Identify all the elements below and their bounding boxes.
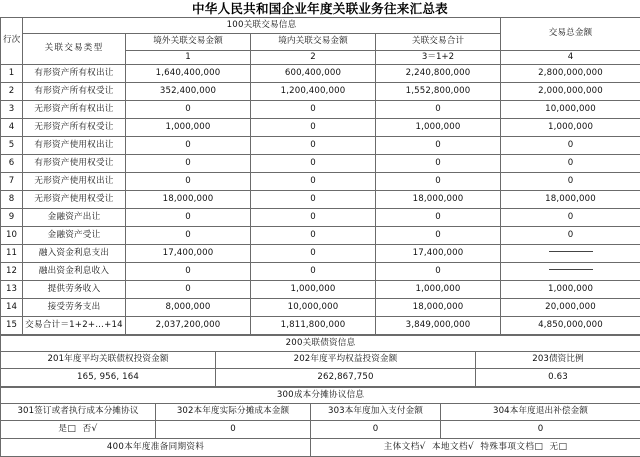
cell-overseas-amount[interactable]: 1,640,400,000 <box>126 65 251 83</box>
row-label: 融入资金利息支出 <box>23 245 126 263</box>
row-number: 15 <box>1 317 23 335</box>
value-exit-compensation[interactable]: 0 <box>441 421 640 439</box>
table-row <box>1 137 640 155</box>
cell-overseas-amount[interactable]: 0 <box>126 137 251 155</box>
cell-overseas-amount[interactable]: 18,000,000 <box>126 191 251 209</box>
section-200-value-row <box>1 369 640 387</box>
table-row <box>1 119 640 137</box>
cell-overseas-amount[interactable]: 0 <box>126 209 251 227</box>
cell-domestic-amount[interactable]: 1,200,400,000 <box>251 83 376 101</box>
table-row <box>1 155 640 173</box>
cell-transaction-subtotal[interactable]: 0 <box>376 227 501 245</box>
cell-overseas-amount[interactable]: 0 <box>126 155 251 173</box>
header-avg-equity-investment: 202年度平均权益投资金额 <box>216 352 476 369</box>
signed-yes-label: 是 <box>58 424 67 434</box>
table-row <box>1 101 640 119</box>
cell-domestic-amount[interactable]: 0 <box>251 119 376 137</box>
value-debt-equity-ratio[interactable]: 0.63 <box>476 369 640 387</box>
cell-transaction-subtotal[interactable]: 1,000,000 <box>376 281 501 299</box>
row-label: 融出资金利息收入 <box>23 263 126 281</box>
cell-total-amount[interactable]: 0 <box>501 209 640 227</box>
cell-total-amount[interactable]: 0 <box>501 227 640 245</box>
cell-transaction-subtotal[interactable]: 0 <box>376 209 501 227</box>
row-label: 有形资产所有权受让 <box>23 83 126 101</box>
cell-domestic-amount[interactable]: 0 <box>251 245 376 263</box>
row-number: 6 <box>1 155 23 173</box>
section-200-band-row <box>1 336 640 352</box>
header-domestic-amount: 境内关联交易金额 <box>251 34 376 51</box>
cell-domestic-amount[interactable]: 0 <box>251 101 376 119</box>
signed-or-executed-choice[interactable] <box>1 421 156 439</box>
signed-yes-checkbox[interactable]: □ <box>67 424 76 434</box>
section-400-label: 400本年度准备同期资料 <box>1 439 311 457</box>
section-400-option-checkbox[interactable]: √ <box>468 442 474 452</box>
section-400-option-checkbox[interactable]: √ <box>420 442 426 452</box>
section-300-value-row <box>1 421 640 439</box>
row-number: 8 <box>1 191 23 209</box>
cell-total-amount[interactable]: 20,000,000 <box>501 299 640 317</box>
row-number: 7 <box>1 173 23 191</box>
section-300-header-row <box>1 404 640 421</box>
cell-transaction-subtotal[interactable]: 18,000,000 <box>376 299 501 317</box>
section-300-table <box>0 387 640 457</box>
cell-domestic-amount[interactable]: 0 <box>251 209 376 227</box>
section-200-table <box>0 335 640 387</box>
header-signed-or-executed: 301签订或者执行成本分摊协议 <box>1 404 156 421</box>
row-number: 12 <box>1 263 23 281</box>
section-100-row-container <box>1 65 640 335</box>
table-row <box>1 317 640 335</box>
section-300-band-label: 300成本分摊协议信息 <box>1 388 640 404</box>
value-join-payment[interactable]: 0 <box>311 421 441 439</box>
not-applicable-dash <box>549 269 593 270</box>
section-100-band-row <box>1 18 640 34</box>
section-400-option-label: 主体文档 <box>384 442 420 452</box>
header-row-no: 行次 <box>1 18 23 65</box>
cell-transaction-subtotal[interactable]: 0 <box>376 173 501 191</box>
cell-transaction-subtotal[interactable]: 0 <box>376 101 501 119</box>
cell-domestic-amount[interactable]: 0 <box>251 227 376 245</box>
not-applicable-dash <box>549 251 593 252</box>
cell-total-amount[interactable] <box>501 245 640 263</box>
value-actual-shared-cost[interactable]: 0 <box>156 421 311 439</box>
cell-domestic-amount[interactable]: 1,811,800,000 <box>251 317 376 335</box>
row-number: 14 <box>1 299 23 317</box>
section-400-option-checkbox[interactable]: □ <box>534 442 543 452</box>
row-label: 交易合计＝1+2+…+14 <box>23 317 126 335</box>
row-number: 11 <box>1 245 23 263</box>
cell-total-amount[interactable]: 0 <box>501 137 640 155</box>
row-label: 无形资产使用权出让 <box>23 173 126 191</box>
cell-total-amount[interactable]: 0 <box>501 155 640 173</box>
cell-total-amount[interactable] <box>501 263 640 281</box>
cell-domestic-amount[interactable]: 0 <box>251 137 376 155</box>
table-row <box>1 173 640 191</box>
cell-total-amount[interactable]: 0 <box>501 173 640 191</box>
section-100-band-label: 100关联交易信息 <box>23 18 501 34</box>
column-number-3: 3＝1+2 <box>376 51 501 65</box>
cell-total-amount[interactable]: 1,000,000 <box>501 281 640 299</box>
row-number: 9 <box>1 209 23 227</box>
cell-overseas-amount[interactable]: 17,400,000 <box>126 245 251 263</box>
row-label: 有形资产使用权出让 <box>23 137 126 155</box>
cell-transaction-subtotal[interactable]: 2,240,800,000 <box>376 65 501 83</box>
column-number-4: 4 <box>501 51 640 65</box>
section-400-option-label: 本地文档 <box>432 442 468 452</box>
cell-domestic-amount[interactable]: 0 <box>251 173 376 191</box>
row-label: 金融资产受让 <box>23 227 126 245</box>
row-number: 4 <box>1 119 23 137</box>
cell-domestic-amount[interactable]: 10,000,000 <box>251 299 376 317</box>
table-row <box>1 245 640 263</box>
row-label: 无形资产所有权受让 <box>23 119 126 137</box>
cell-overseas-amount[interactable]: 2,037,200,000 <box>126 317 251 335</box>
row-label: 提供劳务收入 <box>23 281 126 299</box>
cell-total-amount[interactable]: 4,850,000,000 <box>501 317 640 335</box>
cell-domestic-amount[interactable]: 600,400,000 <box>251 65 376 83</box>
header-debt-equity-ratio: 203债资比例 <box>476 352 640 369</box>
cell-overseas-amount[interactable]: 352,400,000 <box>126 83 251 101</box>
table-row <box>1 65 640 83</box>
header-total-amount: 交易总金额 <box>501 18 640 51</box>
cell-domestic-amount[interactable]: 0 <box>251 263 376 281</box>
cell-total-amount[interactable]: 10,000,000 <box>501 101 640 119</box>
cell-transaction-subtotal[interactable]: 18,000,000 <box>376 191 501 209</box>
row-number: 13 <box>1 281 23 299</box>
table-row <box>1 227 640 245</box>
header-actual-shared-cost: 302本年度实际分摊成本金额 <box>156 404 311 421</box>
signed-no-checkbox[interactable]: √ <box>92 424 98 434</box>
section-100-table <box>0 17 640 335</box>
cell-total-amount[interactable]: 2,800,000,000 <box>501 65 640 83</box>
row-label: 金融资产出让 <box>23 209 126 227</box>
table-row <box>1 299 640 317</box>
section-200-band-label: 200关联债资信息 <box>1 336 640 352</box>
table-row <box>1 263 640 281</box>
cell-transaction-subtotal[interactable]: 3,849,000,000 <box>376 317 501 335</box>
cell-total-amount[interactable]: 1,000,000 <box>501 119 640 137</box>
value-avg-equity-investment[interactable]: 262,867,750 <box>216 369 476 387</box>
section-400-option-label: 无 <box>550 442 559 452</box>
table-row <box>1 191 640 209</box>
row-label: 有形资产使用权受让 <box>23 155 126 173</box>
header-avg-debt-investment: 201年度平均关联债权投资金额 <box>1 352 216 369</box>
column-number-2: 2 <box>251 51 376 65</box>
table-row <box>1 83 640 101</box>
section-400-option-checkbox[interactable]: □ <box>559 442 568 452</box>
row-number: 3 <box>1 101 23 119</box>
cell-transaction-subtotal[interactable]: 0 <box>376 155 501 173</box>
cell-total-amount[interactable]: 2,000,000,000 <box>501 83 640 101</box>
row-label: 有形资产所有权出让 <box>23 65 126 83</box>
cell-overseas-amount[interactable]: 0 <box>126 263 251 281</box>
column-number-1: 1 <box>126 51 251 65</box>
header-transaction-type: 关联交易类型 <box>23 34 126 65</box>
cell-overseas-amount[interactable]: 0 <box>126 227 251 245</box>
cell-domestic-amount[interactable]: 0 <box>251 191 376 209</box>
row-number: 2 <box>1 83 23 101</box>
header-transaction-subtotal: 关联交易合计 <box>376 34 501 51</box>
cell-total-amount[interactable]: 18,000,000 <box>501 191 640 209</box>
table-row <box>1 209 640 227</box>
section-200-header-row <box>1 352 640 369</box>
row-label: 接受劳务支出 <box>23 299 126 317</box>
header-join-payment: 303本年度加入支付金额 <box>311 404 441 421</box>
cell-domestic-amount[interactable]: 0 <box>251 155 376 173</box>
cell-overseas-amount[interactable]: 0 <box>126 173 251 191</box>
row-number: 1 <box>1 65 23 83</box>
page-title: 中华人民共和国企业年度关联业务往来汇总表 <box>0 0 640 17</box>
row-label: 无形资产所有权出让 <box>23 101 126 119</box>
row-number: 10 <box>1 227 23 245</box>
header-overseas-amount: 境外关联交易金额 <box>126 34 251 51</box>
section-400-option-label: 特殊事项文档 <box>480 442 534 452</box>
cell-transaction-subtotal[interactable]: 17,400,000 <box>376 245 501 263</box>
cell-overseas-amount[interactable]: 1,000,000 <box>126 119 251 137</box>
cell-transaction-subtotal[interactable]: 0 <box>376 137 501 155</box>
cell-transaction-subtotal[interactable]: 1,552,800,000 <box>376 83 501 101</box>
value-avg-debt-investment[interactable]: 165, 956, 164 <box>1 369 216 387</box>
row-label: 无形资产使用权受让 <box>23 191 126 209</box>
cell-domestic-amount[interactable]: 1,000,000 <box>251 281 376 299</box>
row-number: 5 <box>1 137 23 155</box>
signed-no-label: 否 <box>83 424 92 434</box>
cell-overseas-amount[interactable]: 8,000,000 <box>126 299 251 317</box>
cell-overseas-amount[interactable]: 0 <box>126 101 251 119</box>
cell-transaction-subtotal[interactable]: 1,000,000 <box>376 119 501 137</box>
table-row <box>1 281 640 299</box>
header-exit-compensation: 304本年度退出补偿金额 <box>441 404 640 421</box>
cell-overseas-amount[interactable]: 0 <box>126 281 251 299</box>
cell-transaction-subtotal[interactable]: 0 <box>376 263 501 281</box>
section-300-band-row <box>1 388 640 404</box>
